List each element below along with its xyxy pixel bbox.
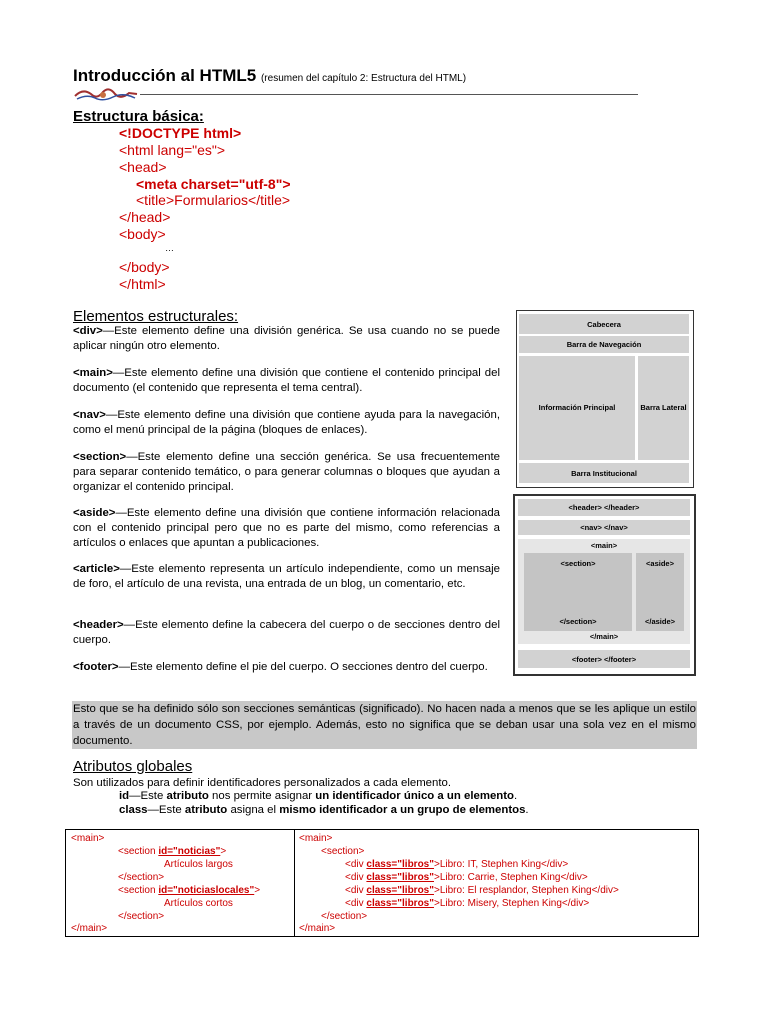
header-decoration-image <box>73 84 139 104</box>
structural-elements-heading: Elementos estructurales: <box>73 308 239 325</box>
semantic-note: Esto que se ha definido sólo son secciones semánticas (significado). No hacen nada a menos que se les aplique un estilo a través de un documento CSS, por ejemplo. Además, esto no significa que se deban usar una sola vez en el mismo documento. <box>73 703 696 747</box>
code-head-close: </head> <box>119 209 171 225</box>
diagram2-main <box>518 539 690 644</box>
element-div-desc <box>73 324 500 354</box>
code-attr: class="libros" <box>366 872 434 883</box>
right-code-line: <section> <box>321 846 365 857</box>
diagram-nav: Barra de Navegación <box>519 336 689 353</box>
diagram2-main-close: </main> <box>589 632 619 641</box>
element-text: —Este elemento define la cabecera del cuerpo o de secciones dentro del cuerpo. <box>73 619 500 646</box>
element-footer-desc <box>73 660 500 675</box>
left-code-line <box>118 884 260 897</box>
code-doctype: <!DOCTYPE html> <box>119 125 242 141</box>
code-head-open: <head> <box>119 159 167 175</box>
code-html-close: </html> <box>119 276 166 292</box>
diagram2-main-open: <main> <box>590 541 618 550</box>
element-text: —Este elemento define una división genérica. Se usa cuando no se puede aplicar ningún otro elemento. <box>73 325 500 352</box>
diagram2-section <box>524 553 632 631</box>
right-code-line <box>345 884 619 897</box>
right-code-line: </main> <box>299 923 336 934</box>
code-part: >Libro: Carrie, Stephen King</div> <box>433 872 588 883</box>
code-part: >Libro: Misery, Stephen King</div> <box>433 898 590 909</box>
element-text: —Este elemento define una división que contiene información relacionada con el contenido principal pero que no es parte del mismo, como referencias a artículos o enlaces que apuntan a publicaciones. <box>73 507 500 549</box>
element-article-desc <box>73 562 500 592</box>
diagram2-header: <header> </header> <box>518 499 690 516</box>
code-attr: class="libros" <box>366 885 434 896</box>
diagram2-footer: <footer> </footer> <box>518 650 690 668</box>
class-text-4: mismo identificador a un grupo de elementos <box>279 804 526 816</box>
right-code-line <box>345 858 568 871</box>
code-meta: <meta charset="utf-8"> <box>136 176 291 192</box>
element-text: —Este elemento define el pie del cuerpo. O secciones dentro del cuerpo. <box>118 661 488 673</box>
id-text-3: nos permite asignar <box>208 790 316 802</box>
code-attr: id="noticiaslocales" <box>158 885 255 896</box>
title-subtitle: (resumen del capítulo 2: Estructura del HTML) <box>260 73 467 84</box>
global-attributes-heading: Atributos globales <box>73 758 193 775</box>
code-title: <title>Formularios</title> <box>136 192 291 208</box>
element-nav-desc <box>73 408 500 438</box>
element-tag: <section> <box>73 451 127 463</box>
element-section-desc <box>73 450 500 495</box>
code-ellipsis: … <box>165 243 174 253</box>
id-name: id <box>119 790 130 802</box>
element-aside-desc <box>73 506 500 551</box>
left-code-line: Artículos cortos <box>164 898 233 909</box>
code-body-open: <body> <box>119 226 166 242</box>
code-part: <div <box>345 872 367 883</box>
diagram-footer: Barra Institucional <box>519 463 689 483</box>
class-text-1: —Este <box>147 804 185 816</box>
page-title <box>73 66 466 86</box>
class-text-2: atributo <box>184 804 228 816</box>
element-tag: <aside> <box>73 507 116 519</box>
left-code-line: Artículos largos <box>164 859 233 870</box>
element-tag: <main> <box>73 367 113 379</box>
html5-tags-diagram <box>513 494 696 676</box>
global-attributes-intro: Son utilizados para definir identificadores personalizados a cada elemento. <box>73 777 452 789</box>
id-text-1: —Este <box>129 790 167 802</box>
title-text: Introducción al HTML5 <box>73 66 257 85</box>
right-code-line: <main> <box>299 833 333 844</box>
diagram-sidebar: Barra Lateral <box>638 356 689 460</box>
class-attribute-desc <box>119 803 529 818</box>
code-html-open: <html lang="es"> <box>119 142 226 158</box>
diagram2-section-open: <section> <box>560 559 596 568</box>
left-code-line: </section> <box>118 911 165 922</box>
diagram2-aside-close: </aside> <box>644 617 676 626</box>
left-code-line <box>118 845 226 858</box>
diagram2-aside <box>636 553 684 631</box>
left-code-line: </section> <box>118 872 165 883</box>
code-part: <section <box>118 885 159 896</box>
element-text: —Este elemento representa un artículo independiente, como un mensaje de foro, el artículo de una revista, una entrada de un blog, un comentario, etc. <box>73 563 500 590</box>
code-body-close: </body> <box>119 259 170 275</box>
code-attr: id="noticias" <box>158 846 221 857</box>
table-divider <box>294 830 295 936</box>
layout-diagram <box>516 310 694 488</box>
element-text: —Este elemento define una división que contiene ayuda para la navegación, como el menú principal de la página (bloques de enlaces). <box>73 409 500 436</box>
diagram2-nav: <nav> </nav> <box>518 520 690 535</box>
code-part: > <box>220 846 227 857</box>
code-part: >Libro: El resplandor, Stephen King</div> <box>433 885 619 896</box>
id-text-5: . <box>514 790 518 802</box>
element-header-desc <box>73 618 500 648</box>
id-attribute-desc <box>119 789 517 804</box>
code-part: >Libro: IT, Stephen King</div> <box>433 859 569 870</box>
element-main-desc <box>73 366 500 396</box>
element-tag: <header> <box>73 619 124 631</box>
code-attr: class="libros" <box>366 859 434 870</box>
element-tag: <article> <box>73 563 120 575</box>
code-part: > <box>254 885 261 896</box>
code-part: <div <box>345 859 367 870</box>
class-name: class <box>119 804 148 816</box>
examples-table <box>65 829 699 937</box>
element-text: —Este elemento define una división que contiene el contenido principal del documento (el contenido que representa el tema central). <box>73 367 500 394</box>
element-tag: <footer> <box>73 661 119 673</box>
header-rule <box>140 94 638 95</box>
element-tag: <nav> <box>73 409 106 421</box>
diagram-main: Información Principal <box>519 356 635 460</box>
basic-structure-heading: Estructura básica: <box>73 108 204 125</box>
element-tag: <div> <box>73 325 103 337</box>
id-text-2: atributo <box>166 790 209 802</box>
right-code-line: </section> <box>321 911 368 922</box>
class-text-5: . <box>525 804 529 816</box>
left-code-line: <main> <box>71 833 105 844</box>
id-text-4: un identificador único a un elemento <box>315 790 514 802</box>
code-part: <div <box>345 898 367 909</box>
right-code-line <box>345 897 589 910</box>
diagram2-aside-open: <aside> <box>646 559 674 568</box>
element-text: —Este elemento define una sección genérica. Se usa frecuentemente para separar contenido temático, o para generar columnas o bloques que ayudan a organizar el contenido principal. <box>73 451 500 493</box>
code-part: <section <box>118 846 159 857</box>
right-code-line <box>345 871 588 884</box>
diagram-header: Cabecera <box>519 314 689 334</box>
diagram2-section-close: </section> <box>559 617 597 626</box>
left-code-line: </main> <box>71 923 108 934</box>
class-text-3: asigna el <box>227 804 280 816</box>
code-attr: class="libros" <box>366 898 434 909</box>
code-part: <div <box>345 885 367 896</box>
